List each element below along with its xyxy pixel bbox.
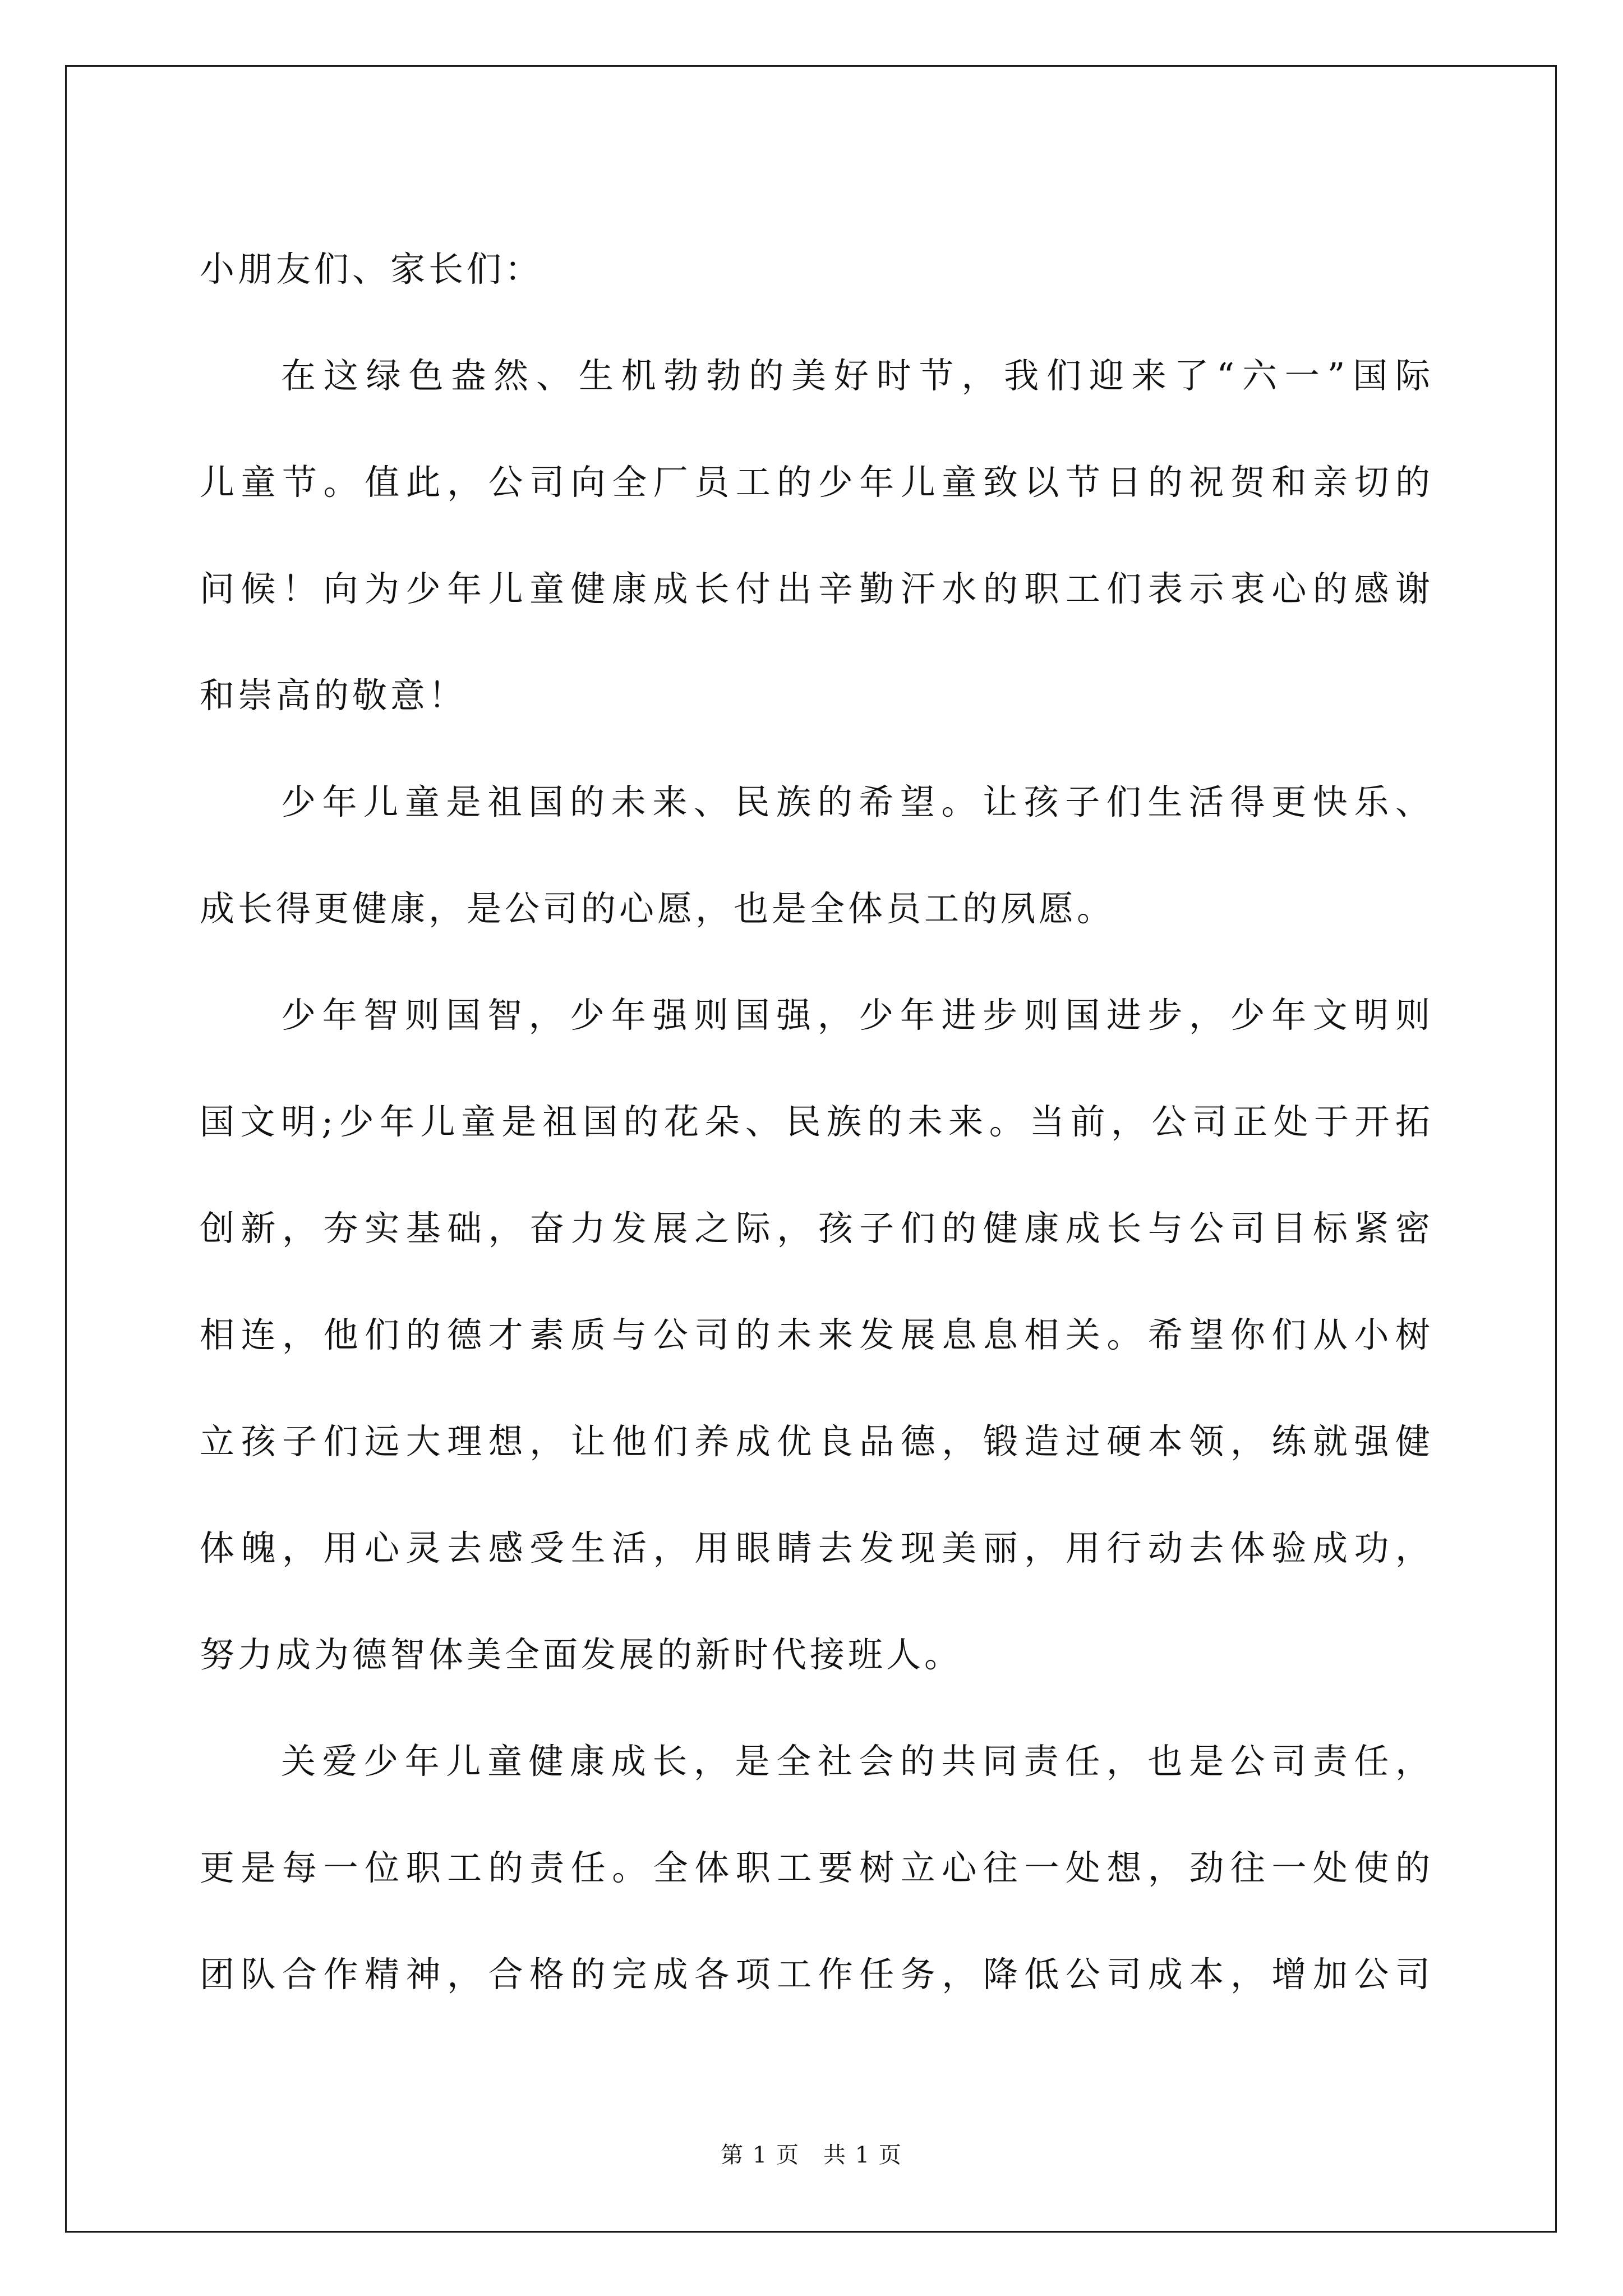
paragraph-line: 更是每一位职工的责任。全体职工要树立心往一处想，劲往一处使的 bbox=[200, 1847, 1433, 1888]
paragraph-line: 努力成为德智体美全面发展的新时代接班人。 bbox=[200, 1634, 963, 1675]
paragraph-line: 少年儿童是祖国的未来、民族的希望。让孩子们生活得更快乐、 bbox=[281, 781, 1433, 822]
paragraph-line: 相连，他们的德才素质与公司的未来发展息息相关。希望你们从小树 bbox=[200, 1314, 1433, 1355]
paragraph-line: 少年智则国智，少年强则国强，少年进步则国进步，少年文明则 bbox=[281, 995, 1433, 1036]
paragraph-line: 和崇高的敬意！ bbox=[200, 675, 467, 716]
page-number-footer: 第 1 页 共 1 页 bbox=[721, 2142, 902, 2168]
paragraph-line: 体魄，用心灵去感受生活，用眼睛去发现美丽，用行动去体验成功， bbox=[200, 1527, 1433, 1568]
paragraph-line: 关爱少年儿童健康成长，是全社会的共同责任，也是公司责任， bbox=[281, 1741, 1433, 1782]
body-text bbox=[200, 216, 1433, 2028]
paragraph-line: 在这绿色盎然、生机勃勃的美好时节，我们迎来了“六一”国际 bbox=[281, 355, 1433, 396]
paragraph-line: 国文明;少年儿童是祖国的花朵、民族的未来。当前，公司正处于开拓 bbox=[200, 1101, 1433, 1142]
paragraph-line: 儿童节。值此，公司向全厂员工的少年儿童致以节日的祝贺和亲切的 bbox=[200, 462, 1433, 503]
paragraph-line: 成长得更健康，是公司的心愿，也是全体员工的夙愿。 bbox=[200, 888, 1115, 929]
paragraph-line: 问候！向为少年儿童健康成长付出辛勤汗水的职工们表示衷心的感谢 bbox=[200, 568, 1433, 609]
salutation-line: 小朋友们、家长们： bbox=[200, 249, 543, 289]
paragraph-line: 团队合作精神，合格的完成各项工作任务，降低公司成本，增加公司 bbox=[200, 1954, 1433, 1995]
paragraph-line: 创新，夯实基础，奋力发展之际，孩子们的健康成长与公司目标紧密 bbox=[200, 1208, 1433, 1249]
paragraph-line: 立孩子们远大理想，让他们养成优良品德，锻造过硬本领，练就强健 bbox=[200, 1421, 1433, 1462]
